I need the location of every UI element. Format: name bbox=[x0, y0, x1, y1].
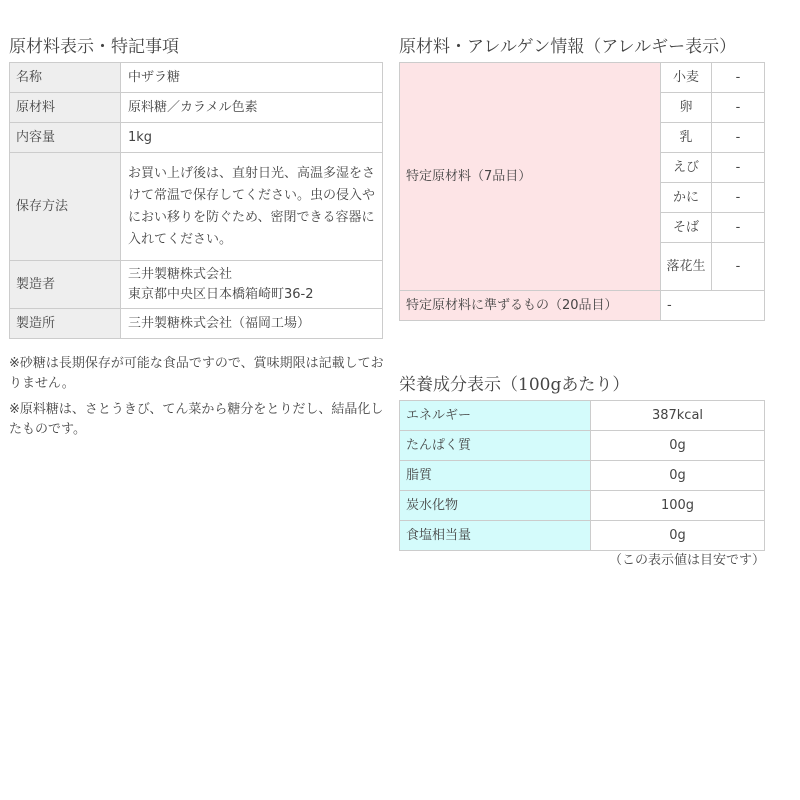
table-row bbox=[10, 123, 383, 153]
nutrition-value-fat: 0g bbox=[591, 461, 765, 491]
allergen-table bbox=[399, 62, 765, 321]
allergen-value: - bbox=[712, 63, 765, 93]
spec-value-storage: お買い上げ後は、直射日光、高温多湿をさけて常温で保存してください。虫の侵入やにおい移りを防ぐため、密閉できる容器に入れてください。 bbox=[121, 153, 383, 261]
allergen-item: 小麦 bbox=[661, 63, 712, 93]
nutrition-value-protein: 0g bbox=[591, 431, 765, 461]
manufacturer-address: 東京都中央区日本橋箱崎町36-2 bbox=[128, 286, 314, 302]
spec-label-ingredients: 原材料 bbox=[10, 93, 121, 123]
allergen-group-20: 特定原材料に準ずるもの（20品目） bbox=[400, 291, 661, 321]
spec-label-manufacturer: 製造者 bbox=[10, 261, 121, 309]
table-row bbox=[10, 261, 383, 309]
spec-value-manufacturer bbox=[121, 261, 383, 309]
spec-title: 原材料表示・特記事項 bbox=[9, 37, 179, 57]
allergen-value: - bbox=[712, 123, 765, 153]
table-row bbox=[400, 491, 765, 521]
spec-label-name: 名称 bbox=[10, 63, 121, 93]
nutrition-title: 栄養成分表示（100gあたり） bbox=[399, 375, 630, 395]
spec-value-factory: 三井製糖株式会社（福岡工場） bbox=[121, 309, 383, 339]
storage-note: ※砂糖は長期保存が可能な食品ですので、賞味期限は記載しておりません。 bbox=[9, 356, 384, 391]
table-row bbox=[400, 401, 765, 431]
nutrition-label-protein: たんぱく質 bbox=[400, 431, 591, 461]
allergen-value: - bbox=[712, 213, 765, 243]
spec-label-factory: 製造所 bbox=[10, 309, 121, 339]
table-row bbox=[400, 63, 765, 93]
spec-value-name: 中ザラ糖 bbox=[121, 63, 383, 93]
nutrition-value-carbs: 100g bbox=[591, 491, 765, 521]
table-row bbox=[10, 309, 383, 339]
nutrition-label-fat: 脂質 bbox=[400, 461, 591, 491]
allergen-value: - bbox=[712, 153, 765, 183]
raw-sugar-note: ※原料糖は、さとうきび、てん菜から糖分をとりだし、結晶化したものです。 bbox=[9, 402, 384, 437]
table-row bbox=[400, 291, 765, 321]
allergen-value: - bbox=[712, 243, 765, 291]
table-row bbox=[400, 431, 765, 461]
table-row bbox=[400, 521, 765, 551]
table-row bbox=[10, 93, 383, 123]
manufacturer-name: 三井製糖株式会社 bbox=[128, 266, 233, 282]
nutrition-label-energy: エネルギー bbox=[400, 401, 591, 431]
spec-value-ingredients: 原料糖／カラメル色素 bbox=[121, 93, 383, 123]
table-row bbox=[400, 461, 765, 491]
spec-label-quantity: 内容量 bbox=[10, 123, 121, 153]
table-row bbox=[10, 153, 383, 261]
spec-table bbox=[9, 62, 383, 339]
nutrition-value-energy: 387kcal bbox=[591, 401, 765, 431]
allergen-item: えび bbox=[661, 153, 712, 183]
allergen-group-7: 特定原材料（7品目） bbox=[400, 63, 661, 291]
nutrition-value-salt: 0g bbox=[591, 521, 765, 551]
nutrition-table bbox=[399, 400, 765, 551]
allergen-group-20-value: - bbox=[661, 291, 765, 321]
allergen-value: - bbox=[712, 93, 765, 123]
allergen-title: 原材料・アレルゲン情報（アレルギー表示） bbox=[399, 37, 737, 57]
nutrition-label-carbs: 炭水化物 bbox=[400, 491, 591, 521]
nutrition-note: （この表示値は目安です） bbox=[608, 553, 765, 568]
allergen-item: 乳 bbox=[661, 123, 712, 153]
allergen-value: - bbox=[712, 183, 765, 213]
allergen-item: 落花生 bbox=[661, 243, 712, 291]
spec-value-quantity: 1kg bbox=[121, 123, 383, 153]
allergen-item: そば bbox=[661, 213, 712, 243]
spec-label-storage: 保存方法 bbox=[10, 153, 121, 261]
table-row bbox=[10, 63, 383, 93]
allergen-item: 卵 bbox=[661, 93, 712, 123]
nutrition-label-salt: 食塩相当量 bbox=[400, 521, 591, 551]
allergen-item: かに bbox=[661, 183, 712, 213]
